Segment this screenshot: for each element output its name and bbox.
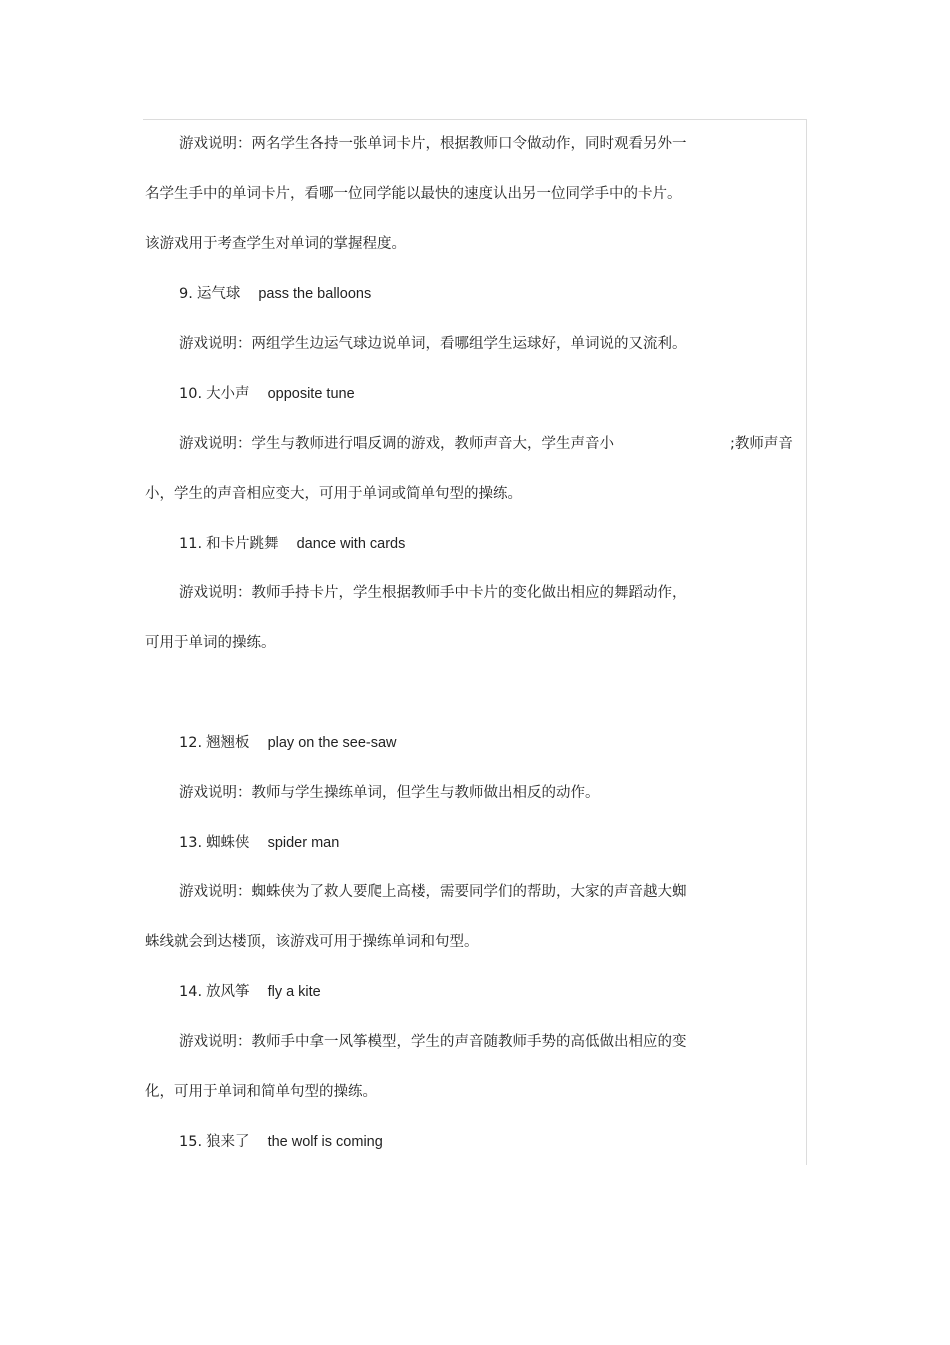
paragraph-line: 小，学生的声音相应变大，可用于单词或简单句型的操练。 xyxy=(145,486,522,502)
paragraph-segment: ;教师声音 xyxy=(730,436,793,452)
game-number: 11. xyxy=(179,536,203,552)
paragraph-line: 蛛线就会到达楼顶，该游戏可用于操练单词和句型。 xyxy=(145,934,479,950)
paragraph-line: 游戏说明：蜘蛛侠为了救人要爬上高楼，需要同学们的帮助，大家的声音越大蜘 xyxy=(179,884,687,900)
paragraph-segment: 游戏说明：学生与教师进行唱反调的游戏，教师声音大，学生声音小 xyxy=(179,436,614,452)
game-title-en: opposite tune xyxy=(267,386,355,402)
paragraph-line: 游戏说明：教师手中拿一风筝模型，学生的声音随教师手势的高低做出相应的变 xyxy=(179,1034,687,1050)
game-heading-10 xyxy=(179,384,355,404)
paragraph-line: 名学生手中的单词卡片，看哪一位同学能以最快的速度认出另一位同学手中的卡片。 xyxy=(145,186,682,202)
game-heading-14 xyxy=(179,982,321,1002)
game-heading-9 xyxy=(179,284,371,304)
paragraph-line: 可用于单词的操练。 xyxy=(145,635,276,651)
game-title-cn: 蜘蛛侠 xyxy=(206,835,250,851)
game-title-cn: 狼来了 xyxy=(206,1134,250,1150)
game-title-en: spider man xyxy=(267,835,340,851)
paragraph-line: 该游戏用于考查学生对单词的掌握程度。 xyxy=(145,236,406,252)
game-number: 9. xyxy=(179,286,193,302)
paragraph-line: 游戏说明：两名学生各持一张单词卡片，根据教师口令做动作，同时观看另外一 xyxy=(179,136,687,152)
game-title-en: fly a kite xyxy=(267,984,321,1000)
game-number: 15. xyxy=(179,1134,203,1150)
paragraph-line: 游戏说明：教师与学生操练单词，但学生与教师做出相反的动作。 xyxy=(179,785,600,801)
game-heading-12 xyxy=(179,733,397,753)
game-title-cn: 大小声 xyxy=(206,386,250,402)
game-title-cn: 运气球 xyxy=(196,286,241,302)
game-title-en: play on the see-saw xyxy=(267,735,397,751)
game-heading-13 xyxy=(179,833,339,853)
paragraph-line: 化，可用于单词和简单句型的操练。 xyxy=(145,1084,377,1100)
game-title-cn: 放风筝 xyxy=(206,984,250,1000)
game-title-cn: 翘翘板 xyxy=(206,735,250,751)
game-title-en: the wolf is coming xyxy=(267,1134,383,1150)
game-heading-11 xyxy=(179,534,405,554)
game-number: 13. xyxy=(179,835,203,851)
game-title-en: pass the balloons xyxy=(258,286,372,302)
game-number: 14. xyxy=(179,984,203,1000)
game-heading-15 xyxy=(179,1132,383,1152)
game-title-cn: 和卡片跳舞 xyxy=(206,536,279,552)
game-number: 12. xyxy=(179,735,203,751)
paragraph-line: 游戏说明：教师手持卡片，学生根据教师手中卡片的变化做出相应的舞蹈动作， xyxy=(179,585,687,601)
paragraph-line: 游戏说明：两组学生边运气球边说单词，看哪组学生运球好，单词说的又流利。 xyxy=(179,336,687,352)
paragraph-line xyxy=(179,434,614,454)
game-title-en: dance with cards xyxy=(296,536,406,552)
game-number: 10. xyxy=(179,386,203,402)
